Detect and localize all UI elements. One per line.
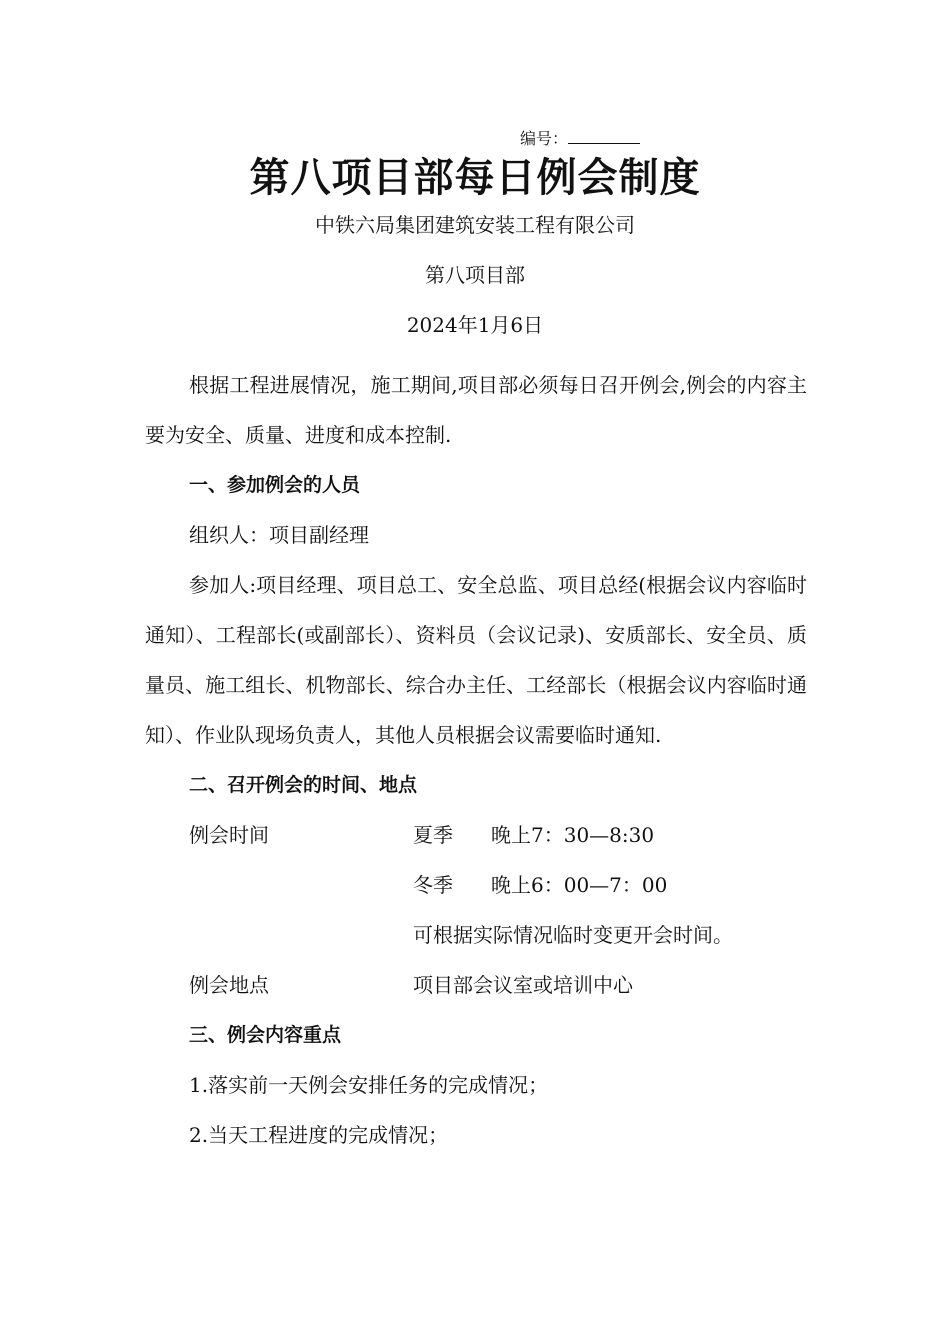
summer-time: 晚上7：30—8:30	[491, 823, 655, 847]
meeting-time-row-summer	[145, 810, 807, 860]
winter-label: 冬季	[413, 873, 453, 897]
meeting-time-label: 例会时间	[189, 823, 269, 847]
participants-paragraph: 参加人:项目经理、项目总工、安全总监、项目总经(根据会议内容临时通知）、工程部长(或副部长）、资料员（会议记录)、安质部长、安全员、质量员、施工组长、机物部长、综合办主任、工经部长（根据会议内容临时通知）、作业队现场负责人，其他人员根据会议需要临时通知.	[145, 573, 807, 747]
company-name: 中铁六局集团建筑安装工程有限公司	[315, 213, 635, 237]
organizer-line: 组织人：项目副经理	[189, 523, 369, 547]
meeting-place-label: 例会地点	[189, 973, 269, 997]
meeting-time-note-row	[145, 910, 807, 960]
content-item-1: 1.落实前一天例会安排任务的完成情况；	[189, 1073, 549, 1097]
meeting-place-row	[145, 960, 807, 1010]
section-1-heading: 一、参加例会的人员	[189, 474, 361, 496]
document-title: 第八项目部每日例会制度	[249, 155, 701, 201]
serial-number	[520, 128, 640, 150]
section-3-heading: 三、例会内容重点	[189, 1024, 342, 1046]
serial-label: 编号：	[520, 129, 569, 148]
meeting-place-value: 项目部会议室或培训中心	[413, 973, 633, 997]
section-2-heading: 二、召开例会的时间、地点	[189, 774, 418, 796]
content-item-2: 2.当天工程进度的完成情况；	[189, 1123, 449, 1147]
department-name: 第八项目部	[425, 263, 525, 287]
document-body	[145, 360, 807, 1160]
document-date: 2024年1月6日	[406, 313, 544, 337]
serial-blank-line	[568, 129, 640, 144]
time-note: 可根据实际情况临时变更开会时间。	[413, 923, 733, 947]
winter-time: 晚上6：00—7：00	[491, 873, 668, 897]
intro-paragraph: 根据工程进展情况，施工期间,项目部必须每日召开例会,例会的内容主要为安全、质量、进度和成本控制.	[145, 373, 807, 447]
summer-label: 夏季	[413, 823, 453, 847]
meeting-time-row-winter	[145, 860, 807, 910]
